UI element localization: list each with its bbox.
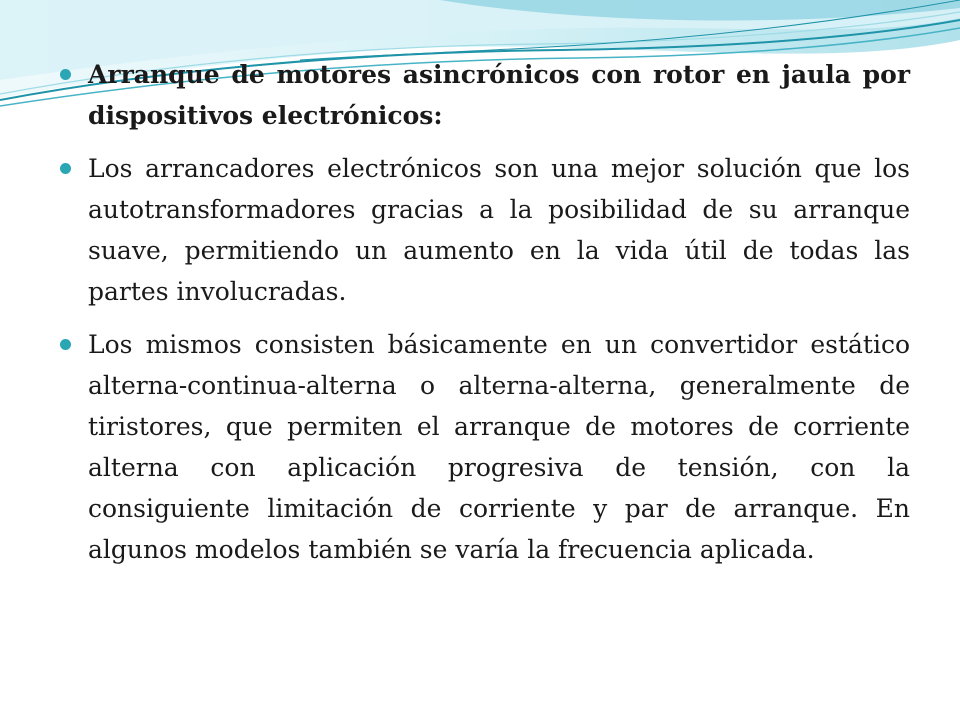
bullet-text: Los mismos consisten básicamente en un convertidor estático alterna-continua-alterna o alterna-alterna, generalmente de tiristores, que permiten el arranque de motores de corriente alterna con aplicación progresiva de tensión, con la consiguiente limitación de corriente y par de arranque. En algunos modelos también se varía la frecuencia aplicada. xyxy=(88,330,910,564)
bullet-item-title xyxy=(60,54,910,136)
bullet-text: Los arrancadores electrónicos son una mejor solución que los autotransformadores gracias a la posibilidad de su arranque suave, permitiendo un aumento en la vida útil de todas las partes involucradas. xyxy=(88,154,910,306)
bullet-item-convertidor xyxy=(60,324,910,570)
bullet-text: Arranque de motores asincrónicos con rotor en jaula por dispositivos electrónicos: xyxy=(88,60,910,130)
bullet-dot xyxy=(60,339,71,350)
bullet-dot xyxy=(60,69,71,80)
bullet-dot xyxy=(60,163,71,174)
content-area xyxy=(60,54,910,582)
bullet-item-arrancadores xyxy=(60,148,910,312)
